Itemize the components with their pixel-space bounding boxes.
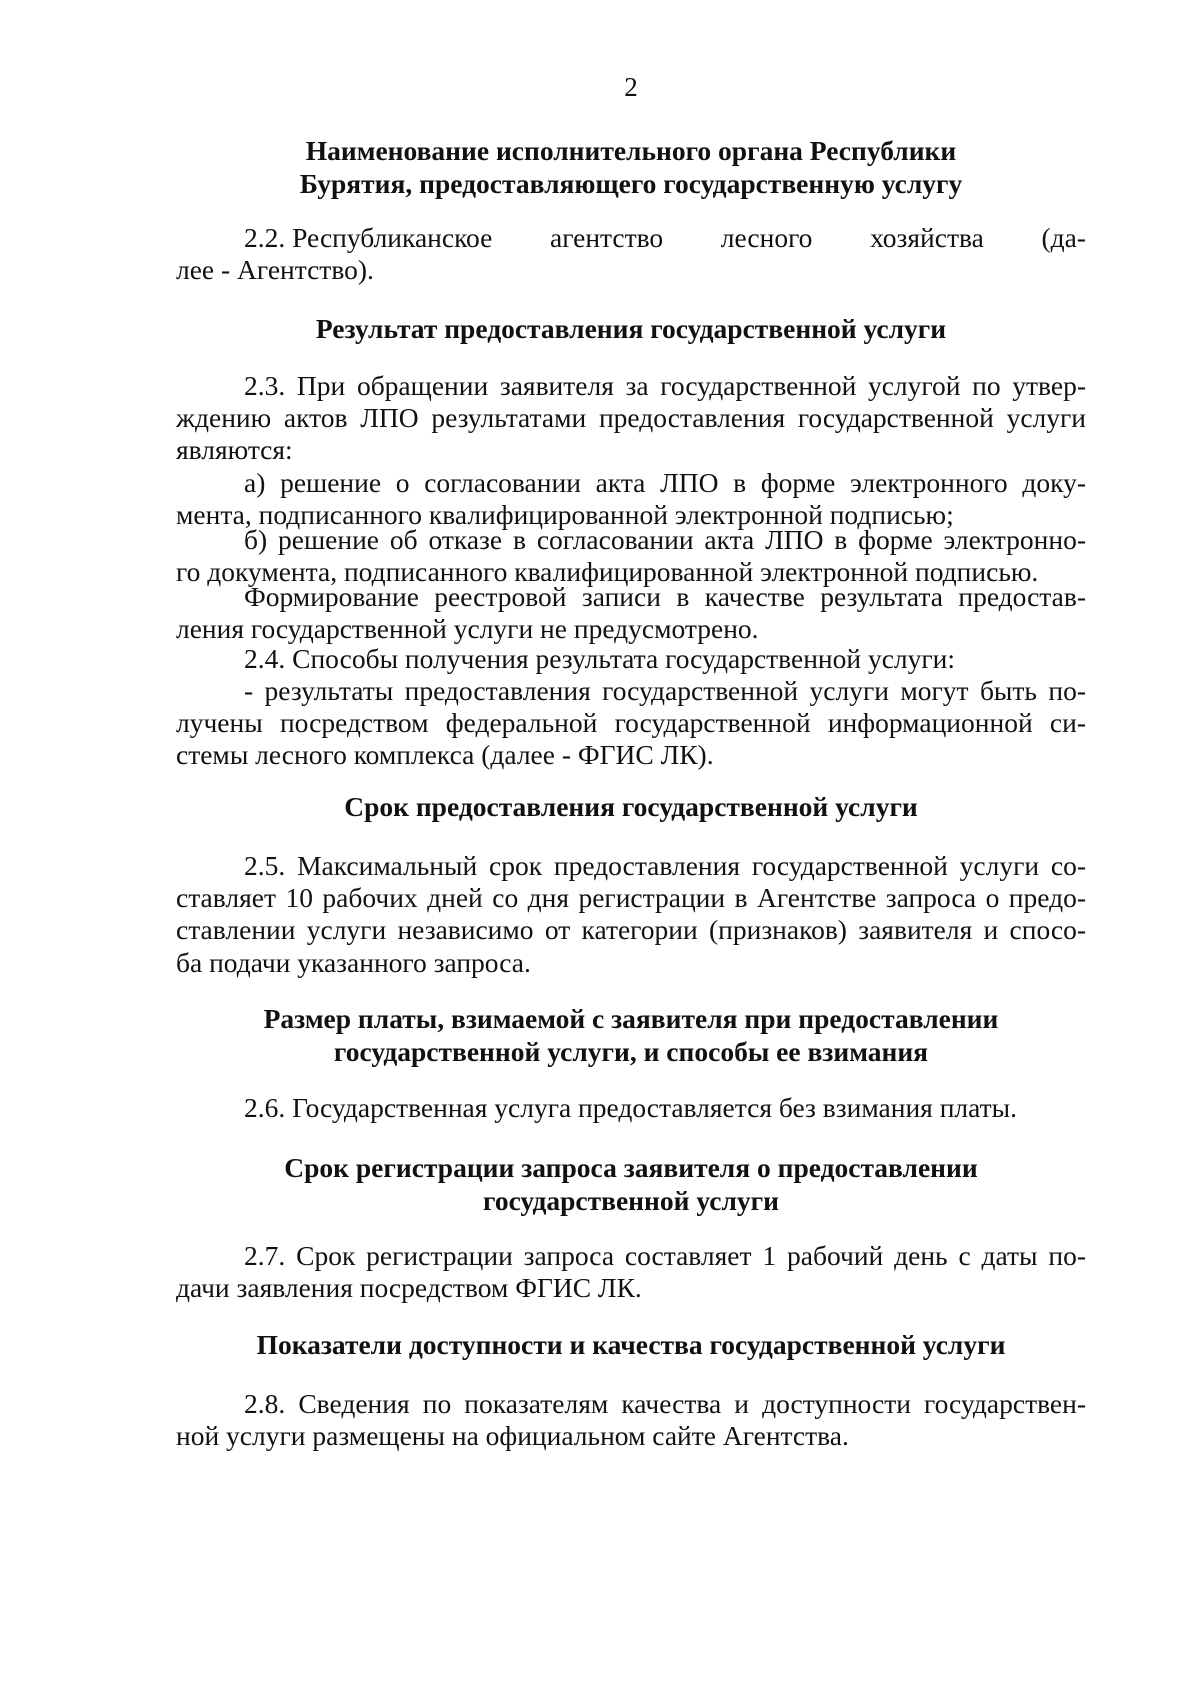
page-number: 2 <box>624 72 638 102</box>
paragraph-line: 2.6. Государственная услуга предоставляется без взимания платы. <box>244 1092 1017 1123</box>
paragraph-2-7 <box>176 1240 1086 1304</box>
paragraph-line: лучены посредством федеральной государственной информационной си- <box>176 707 1086 739</box>
paragraph-line: 2.5. Максимальный срок предоставления государственной услуги со- <box>244 850 1086 881</box>
heading-line: Срок регистрации запроса заявителя о предоставлении <box>284 1152 978 1183</box>
section-heading-registration <box>176 1151 1086 1217</box>
paragraph-line: го документа, подписанного квалифицированной электронной подписью. <box>176 556 1039 588</box>
section-heading-result <box>176 312 1086 345</box>
paragraph-2-4 <box>176 643 1086 675</box>
heading-line: Результат предоставления государственной услуги <box>315 313 947 344</box>
heading-line: Показатели доступности и качества государственной услуги <box>256 1329 1006 1360</box>
paragraph-line: - результаты предоставления государственной услуги могут быть по- <box>244 675 1086 706</box>
paragraph-line: являются: <box>176 434 293 466</box>
paragraph-item-b <box>176 524 1086 588</box>
paragraph-2-5 <box>176 850 1086 979</box>
paragraph-line: б) решение об отказе в согласовании акта ЛПО в форме электронно- <box>244 524 1086 555</box>
paragraph-line: мента, подписанного квалифицированной электронной подписью; <box>176 499 954 531</box>
paragraph-2-2 <box>176 222 1086 286</box>
word: лесного <box>720 222 813 253</box>
heading-line: государственной услуги, и способы ее взимания <box>333 1036 929 1067</box>
paragraph-line: стемы лесного комплекса (далее - ФГИС ЛК). <box>176 739 714 771</box>
heading-line: Наименование исполнительного органа Республики <box>305 135 957 166</box>
paragraph-line: а) решение о согласовании акта ЛПО в форме электронного доку- <box>244 467 1086 498</box>
section-heading-accessibility <box>176 1328 1086 1361</box>
paragraph-line: ба подачи указанного запроса. <box>176 946 531 978</box>
section-heading-term <box>176 790 1086 823</box>
paragraph-line: ставляет 10 рабочих дней со дня регистрации в Агентстве запроса о предо- <box>176 882 1086 914</box>
word: 2.2. Республиканское <box>244 222 493 253</box>
paragraph-line: лее - Агентство). <box>176 254 374 286</box>
word: хозяйства <box>870 222 984 253</box>
paragraph-line: 2.3. При обращении заявителя за государственной услугой по утвер- <box>244 370 1086 401</box>
paragraph-item-a <box>176 467 1086 531</box>
paragraph-2-3 <box>176 370 1086 467</box>
section-heading-executive-body <box>176 134 1086 200</box>
heading-line: Срок предоставления государственной услуги <box>344 791 918 822</box>
paragraph-line: 2.4. Способы получения результата государственной услуги: <box>244 643 956 674</box>
heading-line: государственной услуги <box>483 1185 779 1216</box>
heading-line: Размер платы, взимаемой с заявителя при предоставлении <box>263 1003 999 1034</box>
paragraph-registry <box>176 581 1086 645</box>
paragraph-line: 2.8. Сведения по показателям качества и доступности государствен- <box>244 1388 1086 1419</box>
word: агентство <box>549 222 664 253</box>
paragraph-line: ставлении услуги независимо от категории (признаков) заявителя и спосо- <box>176 914 1086 946</box>
word: (да- <box>1041 222 1086 253</box>
section-heading-fee <box>176 1002 1086 1068</box>
paragraph-line: ной услуги размещены на официальном сайте Агентства. <box>176 1420 849 1452</box>
paragraph-2-8 <box>176 1388 1086 1452</box>
paragraph-line: ждению актов ЛПО результатами предоставления государственной услуги <box>176 402 1086 434</box>
heading-line: Бурятия, предоставляющего государственную услугу <box>299 168 963 199</box>
paragraph-2-6 <box>176 1092 1086 1124</box>
paragraph-line: 2.7. Срок регистрации запроса составляет 1 рабочий день с даты по- <box>244 1240 1086 1271</box>
paragraph-line: ления государственной услуги не предусмотрено. <box>176 613 759 645</box>
paragraph-line <box>176 222 1086 254</box>
paragraph-line: Формирование реестровой записи в качестве результата предостав- <box>244 581 1086 612</box>
paragraph-line: дачи заявления посредством ФГИС ЛК. <box>176 1272 642 1304</box>
paragraph-results-methods <box>176 675 1086 772</box>
